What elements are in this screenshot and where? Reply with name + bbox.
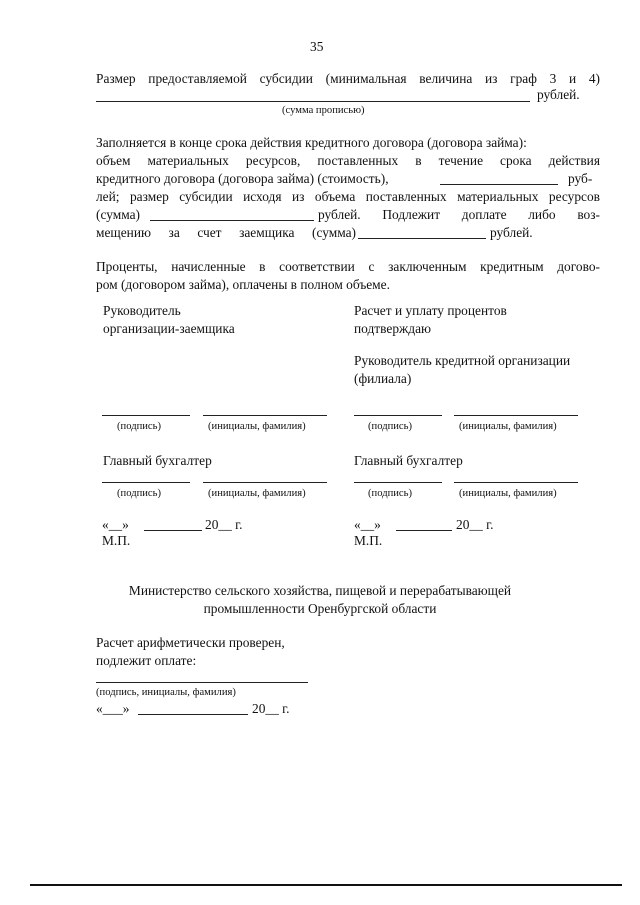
page-number: 35	[310, 39, 324, 54]
left-accountant-signature-line[interactable]	[102, 482, 190, 483]
right-accountant-name-line[interactable]	[454, 482, 578, 483]
right-accountant-sign-caption: (подпись)	[368, 488, 412, 499]
subsidy-sum-blank[interactable]	[150, 220, 314, 221]
check-caption: (подпись, инициалы, фамилия)	[96, 687, 236, 698]
end-term-line-5-tail: рублей. Подлежит доплате либо воз-	[318, 207, 600, 222]
right-sign-caption: (подпись)	[368, 421, 412, 432]
right-date-month-blank[interactable]	[396, 530, 452, 531]
right-accountant-label: Главный бухгалтер	[354, 453, 463, 468]
end-term-line-2: объем материальных ресурсов, поставленных в течение срока действия	[96, 153, 600, 168]
right-bank-line-1: Руководитель кредитной организации	[354, 353, 571, 368]
cost-blank[interactable]	[440, 184, 558, 185]
left-stamp: М.П.	[102, 533, 131, 548]
left-sign-caption: (подпись)	[117, 421, 161, 432]
check-date-year: 20__ г.	[252, 701, 290, 716]
right-date-year: 20__ г.	[456, 517, 494, 532]
end-term-line-3-head: кредитного договора (договора займа) (стоимость),	[96, 171, 389, 186]
subsidy-line-1: Размер предоставляемой субсидии (минимальная величина из граф 3 и 4)	[96, 71, 600, 86]
right-signature-line[interactable]	[354, 415, 442, 416]
subsidy-amount-blank[interactable]	[96, 101, 530, 102]
right-name-line[interactable]	[454, 415, 578, 416]
left-accountant-name-line[interactable]	[203, 482, 327, 483]
ministry-line-2: промышленности Оренбургской области	[203, 601, 437, 616]
left-date-month-blank[interactable]	[144, 530, 202, 531]
check-date-month-blank[interactable]	[138, 714, 248, 715]
left-head-line-1: Руководитель	[103, 303, 181, 318]
subsidy-rubles-label: рублей.	[537, 87, 580, 102]
end-term-line-5-head: (сумма)	[96, 207, 141, 222]
left-date-day: «__»	[102, 517, 129, 532]
subsidy-caption: (сумма прописью)	[282, 105, 365, 116]
right-bank-line-2: (филиала)	[354, 371, 412, 386]
end-term-line-1: Заполняется в конце срока действия кредитного договора (договора займа):	[96, 135, 527, 150]
right-accountant-signature-line[interactable]	[354, 482, 442, 483]
ministry-line-1: Министерство сельского хозяйства, пищевой и перерабатывающей	[128, 583, 512, 598]
end-term-line-3-tail: руб-	[568, 171, 593, 186]
left-head-line-2: организации-заемщика	[103, 321, 235, 336]
right-head-line-1: Расчет и уплату процентов	[354, 303, 507, 318]
right-stamp: М.П.	[354, 533, 383, 548]
right-date-day: «__»	[354, 517, 381, 532]
check-line-2: подлежит оплате:	[96, 653, 197, 668]
left-date-year: 20__ г.	[205, 517, 243, 532]
left-accountant-sign-caption: (подпись)	[117, 488, 161, 499]
left-signature-line[interactable]	[102, 415, 190, 416]
check-line-1: Расчет арифметически проверен,	[96, 635, 285, 650]
end-term-line-4: лей; размер субсидии исходя из объема поставленных материальных ресурсов	[96, 189, 600, 204]
end-term-line-6-tail: рублей.	[490, 225, 533, 240]
right-name-caption: (инициалы, фамилия)	[459, 421, 557, 432]
interest-line-2: ром (договором займа), оплачены в полном объеме.	[96, 277, 390, 292]
check-date-day: «___»	[96, 701, 130, 716]
right-accountant-name-caption: (инициалы, фамилия)	[459, 488, 557, 499]
bottom-rule	[30, 884, 622, 886]
borrower-sum-blank[interactable]	[358, 238, 486, 239]
left-accountant-name-caption: (инициалы, фамилия)	[208, 488, 306, 499]
left-accountant-label: Главный бухгалтер	[103, 453, 212, 468]
left-name-line[interactable]	[203, 415, 327, 416]
end-term-line-6-head: мещению за счет заемщика (сумма)	[96, 225, 356, 240]
left-name-caption: (инициалы, фамилия)	[208, 421, 306, 432]
interest-line-1: Проценты, начисленные в соответствии с заключенным кредитным догово-	[96, 259, 600, 274]
right-head-line-2: подтверждаю	[354, 321, 432, 336]
check-signature-line[interactable]	[96, 682, 308, 683]
